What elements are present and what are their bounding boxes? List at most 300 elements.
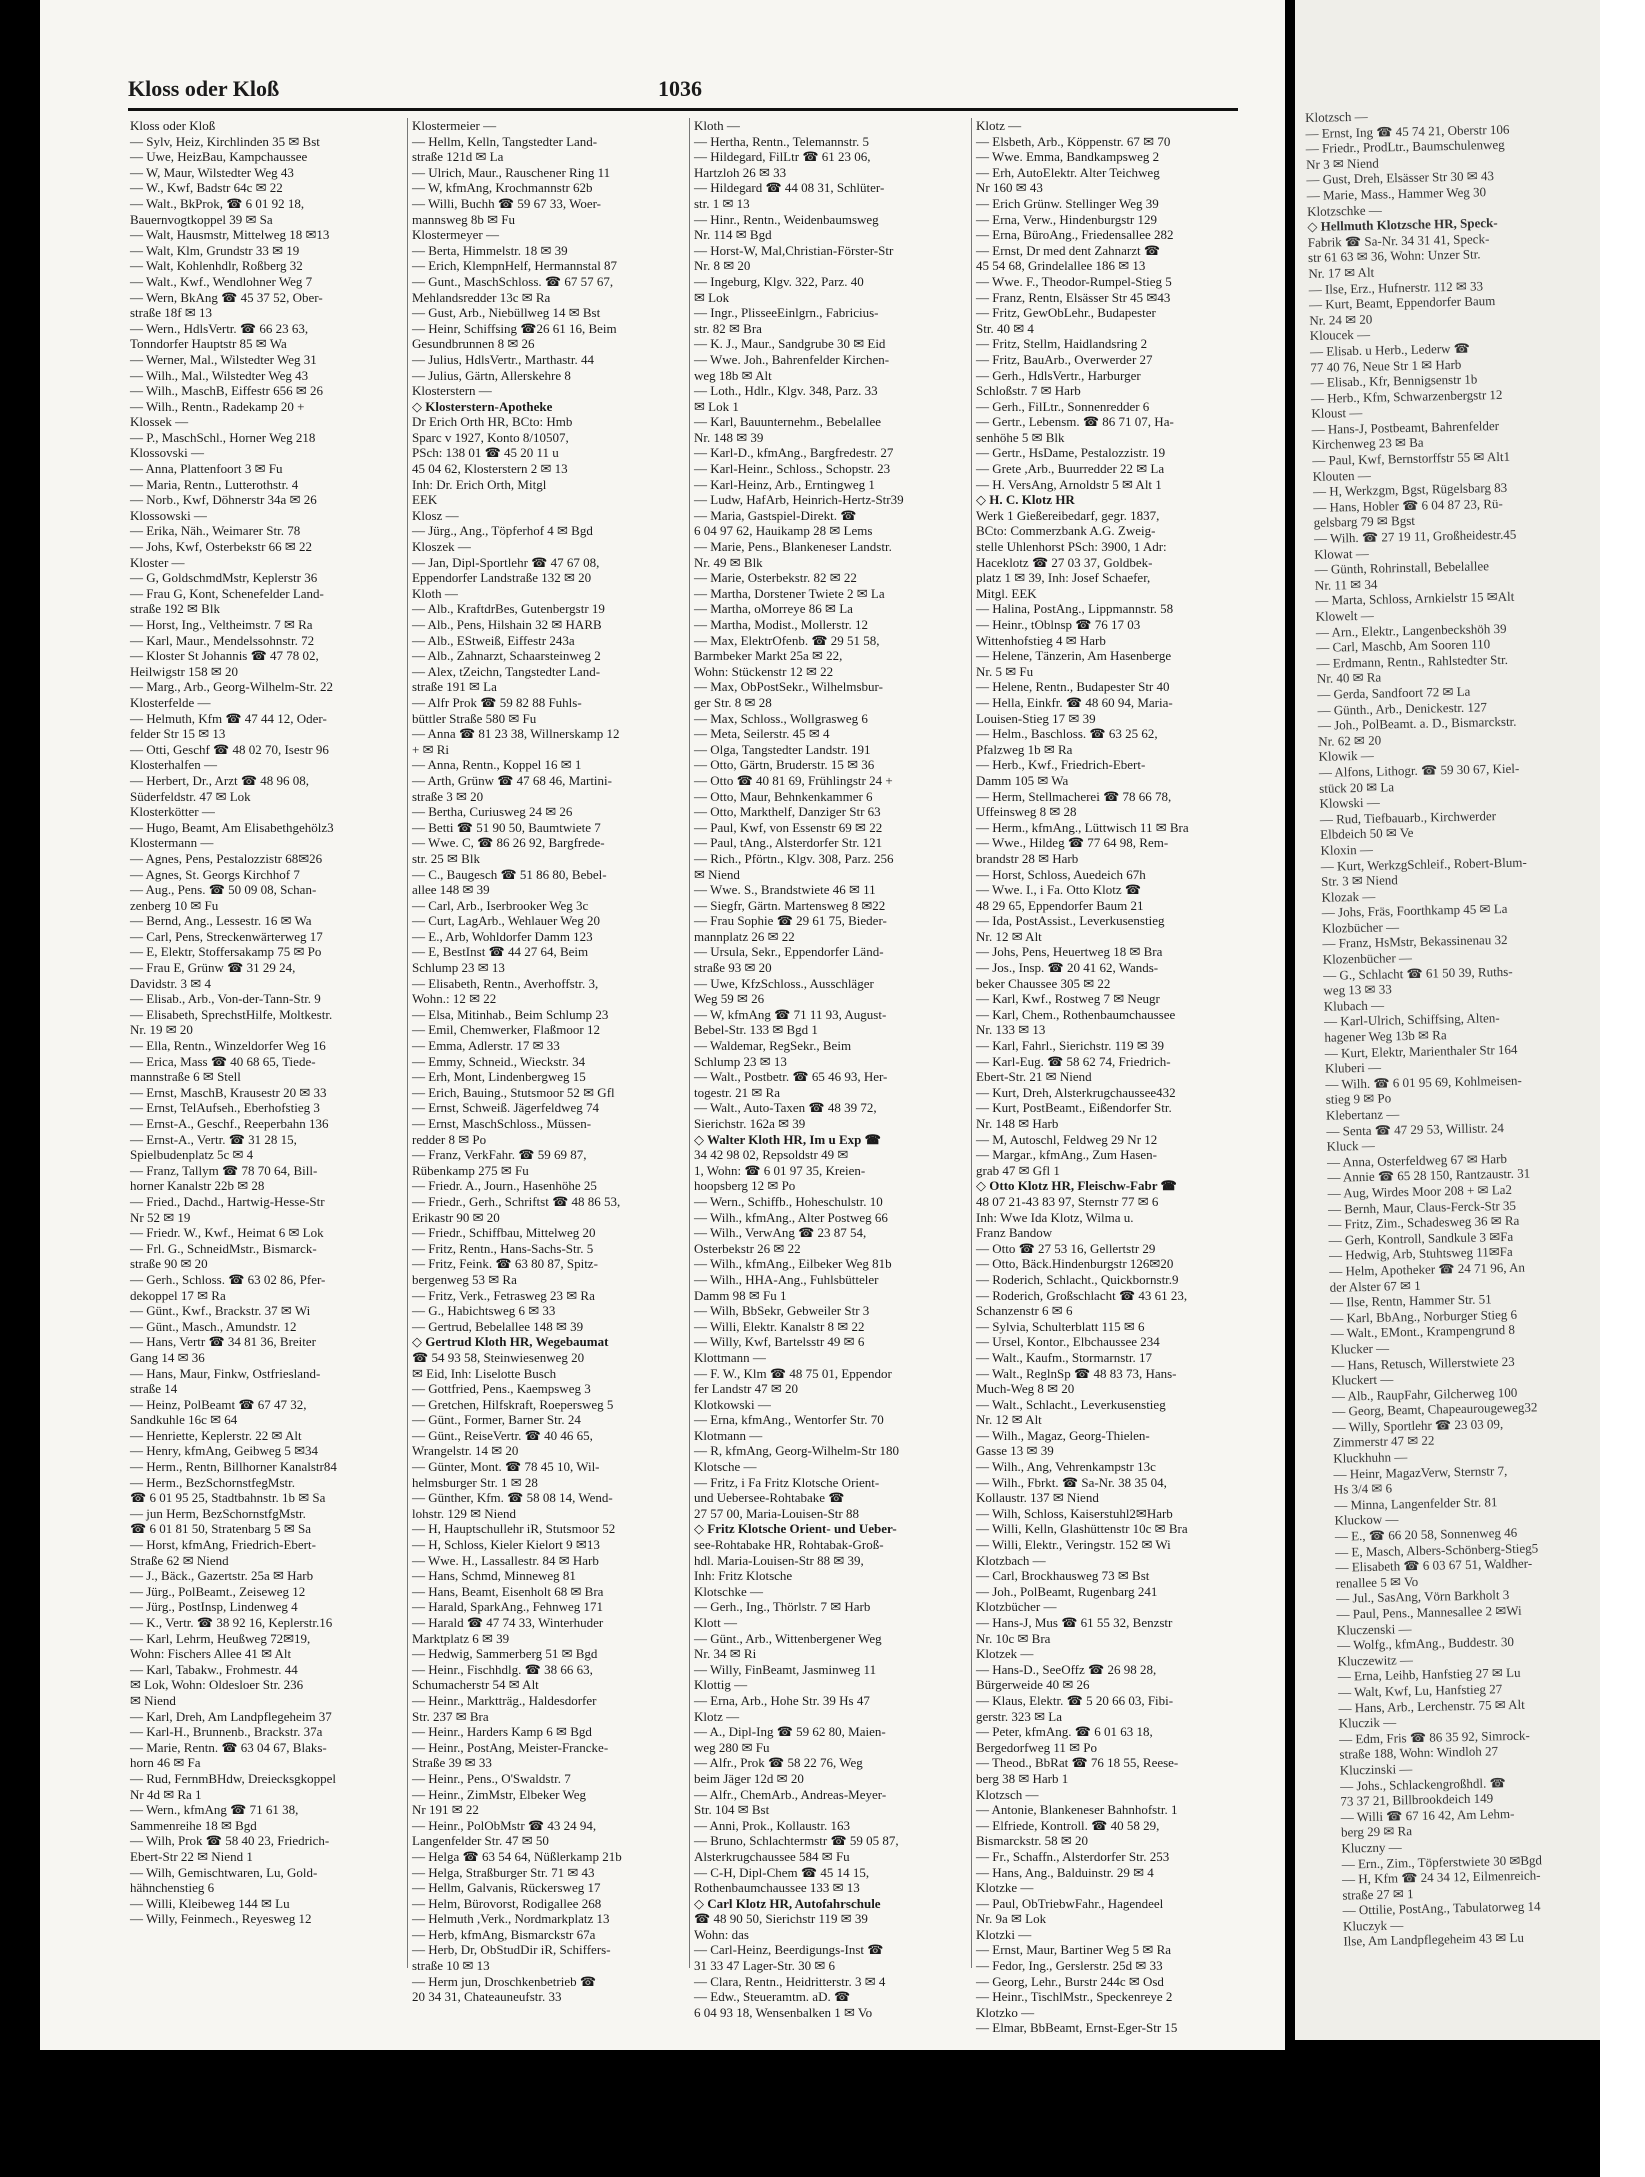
directory-line: Str. 40 ✉ 4 <box>976 320 1034 336</box>
directory-line: — Fritz, GewObLehr., Budapester <box>976 305 1156 321</box>
directory-line: Damm 105 ✉ Wa <box>976 772 1069 788</box>
directory-line: Str. 3 ✉ Niend <box>1321 872 1398 889</box>
directory-line: — P., MaschSchl., Horner Weg 218 <box>130 429 316 445</box>
directory-line: Bürgerweide 40 ✉ 26 <box>976 1677 1090 1693</box>
directory-line: — Erich, KlempnHelf, Hermannstal 87 <box>412 258 618 274</box>
directory-line: Klotzsch — <box>1305 108 1368 125</box>
directory-line: 48 07 21-43 83 97, Sternstr 77 ✉ 6 <box>976 1193 1159 1209</box>
directory-line: 6 04 97 62, Hauikamp 28 ✉ Lems <box>694 523 873 539</box>
directory-line: — Wwe., Hildeg ☎ 77 64 98, Rem- <box>976 835 1169 851</box>
directory-line: Wittenhofstieg 4 ✉ Harb <box>976 632 1106 648</box>
directory-line: dekoppel 17 ✉ Ra <box>130 1287 226 1303</box>
directory-line: gerstr. 323 ✉ La <box>976 1708 1062 1724</box>
directory-line: — Horst, Ing., Veltheimstr. 7 ✉ Ra <box>130 617 313 632</box>
directory-line: Mitgl. EEK <box>976 585 1037 601</box>
directory-line: — Frau E, Grünw ☎ 31 29 24, <box>130 960 296 976</box>
directory-line: straße 18f ✉ 13 <box>130 305 213 321</box>
directory-line: Erikastr 90 ✉ 20 <box>412 1209 500 1225</box>
directory-line: — Wern., HdlsVertr. ☎ 66 23 63, <box>130 320 309 336</box>
directory-line: — Edw., Steueramtm. aD. ☎ <box>694 1989 851 2005</box>
directory-line: — Ern., Zim., Töpferstwiete 30 ✉Bgd <box>1341 1851 1543 1872</box>
directory-line: Kluczyk — <box>1342 1917 1404 1934</box>
directory-line: grab 47 ✉ Gfl 1 <box>976 1162 1060 1178</box>
directory-line: — Carl, Pens, Streckenwärterweg 17 <box>130 928 323 944</box>
directory-line: — Johs., Schlackengroßhdl. ☎ <box>1339 1774 1506 1794</box>
directory-line: — Herm., BezSchornstfegMstr. <box>130 1474 296 1490</box>
directory-line: — Marie, Rentn. ☎ 63 04 67, Blaks- <box>130 1739 327 1755</box>
directory-line: — Siegfr, Gärtn. Martensweg 8 ✉22 <box>694 897 886 913</box>
directory-line: Kloxin — <box>1320 841 1374 858</box>
directory-line: Wohn: Fischers Allee 41 ✉ Alt <box>130 1646 292 1662</box>
directory-line: — Ernst, MaschB, Krausestr 20 ✉ 33 <box>130 1084 327 1100</box>
directory-line: — Ida, PostAssist., Leverkusenstieg <box>976 913 1165 929</box>
directory-line: — Alb., Zahnarzt, Schaarsteinweg 2 <box>412 648 601 664</box>
directory-line: Klott — <box>694 1615 737 1630</box>
directory-line: Louisen-Stieg 17 ✉ 39 <box>976 710 1096 726</box>
directory-line: — Carl, Maschb, Am Sooren 110 <box>1316 636 1491 656</box>
directory-line: stieg 9 ✉ Po <box>1325 1090 1392 1108</box>
directory-line: Dr Erich Orth HR, BCto: Hmb <box>412 414 573 430</box>
directory-line: — Heinr., ZimMstr, Elbeker Weg <box>412 1786 587 1802</box>
directory-line: — Hella, Einkfr. ☎ 48 60 94, Maria- <box>976 694 1173 710</box>
directory-line: — Karl-Heinz, Arb., Erntingweg 1 <box>694 476 875 492</box>
directory-line: Nr. 62 ✉ 20 <box>1318 732 1382 749</box>
directory-line: Kloust — <box>1311 405 1363 422</box>
directory-line: Uffeinsweg 8 ✉ 28 <box>976 804 1077 820</box>
directory-line: — Julius, Gärtn, Allerskehre 8 <box>412 367 571 383</box>
directory-line: Eppendorfer Landstraße 132 ✉ 20 <box>412 570 592 586</box>
page-header <box>128 72 1238 102</box>
directory-line: — Fritz, Rentn., Hans-Sachs-Str. 5 <box>412 1240 594 1256</box>
directory-line: — Franz, Tallym ☎ 78 70 64, Bill- <box>130 1162 318 1178</box>
directory-line: — Heinr., Pens., O'Swaldstr. 7 <box>412 1770 571 1786</box>
directory-line: — Friedr. W., Kwf., Heimat 6 ✉ Lok <box>130 1225 324 1241</box>
directory-line: — Rich., Pförtn., Klgv. 308, Parz. 256 <box>694 850 894 866</box>
directory-line: — Otti, Geschf ☎ 48 02 70, Isestr 96 <box>130 741 329 757</box>
directory-line: Nr. 34 ✉ Ri <box>694 1646 757 1662</box>
directory-line: — Walt, Kwf, Lu, Hanfstieg 27 <box>1337 1681 1503 1700</box>
directory-line: — Otto, Bäck.Hindenburgstr 126✉20 <box>976 1256 1174 1272</box>
directory-line: — Grete ,Arb., Buurredder 22 ✉ La <box>976 461 1165 477</box>
directory-line: Schlump 23 ✉ 13 <box>412 960 505 976</box>
directory-line: — Wilh. ☎ 27 19 11, Großheidestr.45 <box>1313 526 1517 546</box>
directory-line: — J., Bäck., Gazertstr. 25a ✉ Harb <box>130 1568 314 1584</box>
directory-line: — Fritz, BauArb., Overwerder 27 <box>976 351 1153 367</box>
directory-line: Sierichstr. 162a ✉ 39 <box>694 1116 806 1131</box>
directory-line: — Walt., EMont., Krampengrund 8 <box>1330 1322 1516 1342</box>
directory-line: — Karl, Lehrm, Heußweg 72✉19, <box>130 1630 311 1646</box>
directory-line: stelle Uhlenhorst PSch: 3900, 1 Adr: <box>976 539 1167 555</box>
directory-line: — Walt., Schlacht., Leverkusenstieg <box>976 1396 1166 1412</box>
directory-line: — W., Kwf, Badstr 64c ✉ 22 <box>130 180 283 196</box>
directory-line: weg 280 ✉ Fu <box>694 1739 770 1755</box>
directory-line: — Anna, Rentn., Koppel 16 ✉ 1 <box>412 757 582 773</box>
directory-line: — Klaus, Elektr. ☎ 5 20 66 03, Fibi- <box>976 1692 1174 1708</box>
directory-line: — Karl, Bauunternehm., Bebelallee <box>694 414 881 430</box>
directory-line: Nr. 9a ✉ Lok <box>976 1911 1047 1927</box>
directory-line: — Friedr., Schiffbau, Mittelweg 20 <box>412 1225 596 1241</box>
directory-line: — Hedwig, Arb, Stuhtsweg 11✉Fa <box>1328 1244 1513 1264</box>
directory-line: der Alster 67 ✉ 1 <box>1329 1277 1421 1295</box>
directory-line: — Wilh., VerwAng ☎ 23 87 54, <box>694 1225 867 1241</box>
directory-line: — Alb., KraftdrBes, Gutenbergstr 19 <box>412 601 605 617</box>
directory-line: mannplatz 26 ✉ 22 <box>694 928 795 944</box>
directory-line: brandstr 28 ✉ Harb <box>976 850 1079 866</box>
directory-line: — Otto, Gärtn, Bruderstr. 15 ✉ 36 <box>694 757 875 773</box>
directory-line: Spielbudenplatz 5c ✉ 4 <box>130 1147 254 1163</box>
directory-line: — Hellm, Galvanis, Rückersweg 17 <box>412 1880 601 1896</box>
directory-line: — Jürg., Ang., Töpferhof 4 ✉ Bgd <box>412 523 593 539</box>
directory-line: — Fritz, Verk., Fetrasweg 23 ✉ Ra <box>412 1287 595 1303</box>
directory-line: — Carl-Heinz, Beerdigungs-Inst ☎ <box>694 1942 884 1958</box>
directory-line: — Hans-J, Mus ☎ 61 55 32, Benzstr <box>976 1615 1173 1630</box>
directory-line: — Alex, tZeichn, Tangstedter Land- <box>412 663 601 679</box>
directory-line: Kloster — <box>130 554 185 570</box>
directory-line: — Fried., Dachd., Hartwig-Hesse-Str <box>130 1193 325 1209</box>
directory-line: hagener Weg 13b ✉ Ra <box>1324 1027 1447 1045</box>
directory-line: straße 191 ✉ La <box>412 679 497 695</box>
directory-line: — Ernst, Schweiß. Jägerfeldweg 74 <box>412 1100 600 1116</box>
directory-line: — Wilh., HHA-Ang., Fuhlsbütteler <box>694 1271 879 1287</box>
directory-line: berg 29 ✉ Ra <box>1340 1823 1413 1840</box>
directory-line: — Ingr., PlisseeEinlgrn., Fabricius- <box>694 305 879 321</box>
directory-line: Heilwigstr 158 ✉ 20 <box>130 663 239 679</box>
directory-line: — Paul, Kwf, Bernstorffstr 55 ✉ Alt1 <box>1312 448 1511 468</box>
directory-line: Klossek — <box>130 414 189 430</box>
directory-line: — Wilh., Mal., Wilstedter Weg 43 <box>130 367 309 383</box>
directory-line: — Herm jun, Droschkenbetrieb ☎ <box>412 1973 597 1989</box>
directory-line: — K. J., Maur., Sandgrube 30 ✉ Eid <box>694 336 886 352</box>
directory-line: — Joh., PolBeamt. a. D., Bismarckstr. <box>1317 713 1517 734</box>
directory-line: str. 1 ✉ 13 <box>694 195 750 211</box>
directory-line: togestr. 21 ✉ Ra <box>694 1084 780 1100</box>
directory-line: straße 121d ✉ La <box>412 149 504 165</box>
directory-line: — Otto, Markthelf, Danziger Str 63 <box>694 804 881 820</box>
directory-line: stück 20 ✉ La <box>1319 778 1395 796</box>
directory-line: Nr. 10c ✉ Bra <box>976 1630 1051 1646</box>
directory-line: — Kurt, WerkzgSchleif., Robert-Blum- <box>1320 854 1527 874</box>
directory-line: Fabrik ☎ Sa-Nr. 34 31 41, Speck- <box>1307 230 1490 250</box>
directory-line: Straße 62 ✉ Niend <box>130 1552 229 1568</box>
directory-line: — Otto ☎ 40 81 69, Frühlingstr 24 + <box>694 772 893 788</box>
directory-line: — Henriette, Keplerstr. 22 ✉ Alt <box>130 1427 302 1443</box>
directory-line: bergenweg 53 ✉ Ra <box>412 1271 517 1287</box>
directory-line: — Herbert, Dr., Arzt ☎ 48 96 08, <box>130 772 310 788</box>
directory-line: — Hans, Ang., Balduinstr. 29 ✉ 4 <box>976 1864 1154 1880</box>
directory-line: — Franz, VerkFahr. ☎ 59 69 87, <box>412 1147 587 1163</box>
directory-line: — F. W., Klm ☎ 48 75 01, Eppendor <box>694 1365 892 1381</box>
directory-line: — Herm., Rentn, Billhorner Kanalstr84 <box>130 1459 337 1475</box>
directory-line: senhöhe 5 ✉ Blk <box>976 429 1065 445</box>
directory-line: — Franz, Rentn, Elsässer Str 45 ✉43 <box>976 289 1171 305</box>
directory-line: — Ernst, Dr med dent Zahnarzt ☎ <box>976 242 1161 258</box>
directory-line: — Wwe. I., i Fa. Otto Klotz ☎ <box>976 882 1142 898</box>
directory-line: — Alb., Pens, Hilshain 32 ✉ HARB <box>412 617 602 632</box>
directory-line: — Willi ☎ 67 16 42, Am Lehm- <box>1340 1805 1515 1825</box>
column-2 <box>412 118 690 2005</box>
directory-line: Klotzbach — <box>976 1552 1046 1568</box>
directory-line: Kluckert — <box>1331 1371 1394 1388</box>
directory-line: Klossovski — <box>130 445 205 461</box>
directory-line: — H, Kfm ☎ 24 34 12, Eilmenreich- <box>1341 1867 1541 1887</box>
directory-line: Klotz — <box>976 118 1022 133</box>
directory-line: weg 18b ✉ Alt <box>694 367 772 383</box>
directory-line: Straße 39 ✉ 33 <box>412 1755 492 1771</box>
directory-line: straße 3 ✉ 20 <box>412 788 484 804</box>
directory-line: Klossowski — <box>130 507 207 523</box>
directory-line: str. 25 ✉ Blk <box>412 850 480 866</box>
directory-line: Gang 14 ✉ 36 <box>130 1349 205 1365</box>
directory-line: — Meta, Seilerstr. 45 ✉ 4 <box>694 726 830 742</box>
directory-line: — Günt., Masch., Amundstr. 12 <box>130 1318 297 1334</box>
directory-line: — Hellm, Kelln, Tangstedter Land- <box>412 133 598 149</box>
directory-line: — Karl-Heinr., Schloss., Schopstr. 23 <box>694 461 891 477</box>
directory-line: — Martha, Modist., Mollerstr. 12 <box>694 617 869 632</box>
directory-line: — Willy, Sportlehr ☎ 23 03 09, <box>1332 1416 1504 1435</box>
directory-line: straße 10 ✉ 13 <box>412 1958 490 1974</box>
directory-line: — Wilh., kfmAng., Alter Postweg 66 <box>694 1209 888 1225</box>
directory-line: ☎ 54 93 58, Steinwiesenweg 20 <box>412 1349 585 1365</box>
directory-line: — Ernst, Ing ☎ 45 74 21, Oberstr 106 <box>1305 121 1510 141</box>
directory-line: ☎ 6 01 95 25, Stadtbahnstr. 1b ✉ Sa <box>130 1490 326 1506</box>
directory-line: — Heinz, PolBeamt ☎ 67 47 32, <box>130 1396 307 1412</box>
directory-line: — Maria, Gastspiel-Direkt. ☎ <box>694 507 857 523</box>
directory-line: Wohn: Stückenstr 12 ✉ 22 <box>694 663 834 679</box>
directory-line: — G, GoldschmdMstr, Keplerstr 36 <box>130 570 318 586</box>
directory-line: — W, Maur, Wilstedter Weg 43 <box>130 164 294 180</box>
directory-line: — Jürg., PolBeamt., Zeiseweg 12 <box>130 1583 306 1599</box>
directory-line: — G., Habichtsweg 6 ✉ 33 <box>412 1303 556 1319</box>
directory-line: Nr 4d ✉ Ra 1 <box>130 1786 202 1802</box>
directory-line: Nr. 11 ✉ 34 <box>1314 576 1378 593</box>
directory-line: — Hugo, Beamt, Am Elisabethgehölz3 <box>130 819 334 835</box>
directory-line: — W, kfmAng, Krochmannstr 62b <box>412 180 593 196</box>
directory-line: — Walt., Postbetr. ☎ 65 46 93, Her- <box>694 1069 888 1085</box>
directory-line: — Ella, Rentn., Winzeldorfer Weg 16 <box>130 1038 326 1054</box>
directory-line: Klowat — <box>1314 545 1369 562</box>
directory-line: — Willi, Buchh ☎ 59 67 33, Woer- <box>412 195 602 211</box>
directory-line: — G., Schlacht ☎ 61 50 39, Ruths- <box>1322 963 1513 983</box>
directory-line: — Wilh. ☎ 6 01 95 69, Kohlmeisen- <box>1325 1072 1522 1092</box>
directory-line: — Wwe. Emma, Bandkampsweg 2 <box>976 149 1160 165</box>
directory-line: Nr. 133 ✉ 13 <box>976 1022 1046 1038</box>
directory-line: — Karl, Maur., Mendelssohnstr. 72 <box>130 632 315 648</box>
directory-line: — Wilh., Rentn., Radekamp 20 + <box>130 398 305 414</box>
directory-line: — Günth, Rohrinstall, Bebelallee <box>1314 558 1490 578</box>
directory-line: Bismarckstr. 58 ✉ 20 <box>976 1833 1088 1849</box>
directory-line: — Heinr, Schiffsing ☎26 61 16, Beim <box>412 320 617 336</box>
directory-line: — Helga, Straßburger Str. 71 ✉ 43 <box>412 1864 595 1880</box>
directory-line: 48 29 65, Eppendorfer Baum 21 <box>976 897 1144 913</box>
directory-line: — Emmy, Schneid., Wieckstr. 34 <box>412 1053 586 1069</box>
directory-line: — Elisab., Arb., Von-der-Tann-Str. 9 <box>130 991 321 1007</box>
directory-line: Nr. 114 ✉ Bgd <box>694 227 772 243</box>
directory-line: Inh: Dr. Erich Orth, Mitgl <box>412 476 547 492</box>
directory-line: — Aug., Pens. ☎ 50 09 08, Schan- <box>130 882 317 898</box>
directory-line: — Anna ☎ 81 23 38, Willnerskamp 12 <box>412 726 620 742</box>
directory-line: weg 13 ✉ 33 <box>1323 981 1392 999</box>
directory-line: Klosterhalfen — <box>130 757 218 773</box>
directory-line: ◇ Klosterstern-Apotheke <box>412 398 553 414</box>
directory-line: — Gust, Dreh, Elsässer Str 30 ✉ 43 <box>1306 168 1495 188</box>
directory-line: — Erich, Bauing., Stutsmoor 52 ✉ Gfl <box>412 1084 615 1100</box>
directory-line: 20 34 31, Chateauneufstr. 33 <box>412 1989 562 2005</box>
directory-line: — Heinr., Harders Kamp 6 ✉ Bgd <box>412 1724 592 1740</box>
directory-line: Kluberi — <box>1324 1059 1382 1077</box>
directory-line: Klottig — <box>694 1677 748 1693</box>
directory-line: — K., Vertr. ☎ 38 92 16, Keplerstr.16 <box>130 1615 333 1630</box>
directory-line: fer Landstr 47 ✉ 20 <box>694 1381 799 1397</box>
directory-line: — Gertr., Lebensm. ☎ 86 71 07, Ha- <box>976 414 1174 430</box>
directory-line: Osterbekstr 26 ✉ 22 <box>694 1240 801 1256</box>
directory-line: — Hans, Schmd, Minneweg 81 <box>412 1568 576 1584</box>
directory-line: — Gertr., HsDame, Pestalozzistr. 19 <box>976 445 1166 461</box>
directory-line: — Harald ☎ 47 74 33, Winterhuder <box>412 1615 604 1630</box>
directory-line: EEK <box>412 492 438 508</box>
directory-line: — Hans, Beamt, Eisenholt 68 ✉ Bra <box>412 1583 604 1599</box>
directory-line: — Gerh., FilLtr., Sonnenredder 6 <box>976 398 1150 414</box>
directory-line: — Fr., Schaffn., Alsterdorfer Str. 253 <box>976 1848 1170 1864</box>
directory-line: — Willi, Elektr., Veringstr. 152 ✉ Wi <box>976 1537 1171 1553</box>
directory-line: redder 8 ✉ Po <box>412 1131 487 1147</box>
directory-line: 45 04 62, Klosterstern 2 ✉ 13 <box>412 461 568 477</box>
directory-line: — Jul., SasAng, Vörn Barkholt 3 <box>1336 1587 1510 1607</box>
directory-line: — Maria, Rentn., Lutterothstr. 4 <box>130 476 299 492</box>
directory-line: Kloucek — <box>1309 327 1371 344</box>
directory-line: Nr. 5 ✉ Fu <box>976 663 1034 679</box>
column-3 <box>694 118 972 2020</box>
directory-line: hdl. Maria-Louisen-Str 88 ✉ 39, <box>694 1552 864 1568</box>
directory-line: Bauernvogtkoppel 39 ✉ Sa <box>130 211 273 227</box>
directory-line: — Frau G, Kont, Schenefelder Land- <box>130 585 324 601</box>
directory-line: Sammenreihe 18 ✉ Bgd <box>130 1817 257 1833</box>
directory-line: platz 1 ✉ 39, Inh: Josef Schaefer, <box>976 570 1151 586</box>
directory-line: Kluczik — <box>1338 1714 1397 1731</box>
directory-line: Klebertanz — <box>1325 1106 1400 1123</box>
directory-line: — Fritz, Zim., Schadesweg 36 ✉ Ra <box>1328 1212 1520 1232</box>
directory-line: — Wilh., MaschB, Eiffestr 656 ✉ 26 <box>130 383 323 399</box>
directory-line: Nr. 40 ✉ Ra <box>1316 669 1382 687</box>
directory-line: Klosterstern — <box>412 383 492 399</box>
directory-line: — Wolfg., kfmAng., Buddestr. 30 <box>1337 1634 1515 1653</box>
directory-line: Davidstr. 3 ✉ 4 <box>130 975 211 991</box>
directory-line: — Walt, Kohlenhdlr, Roßberg 32 <box>130 258 303 274</box>
directory-line: horn 46 ✉ Fa <box>130 1755 201 1771</box>
directory-line: — Marg., Arb., Georg-Wilhelm-Str. 22 <box>130 679 334 695</box>
directory-line: — Heinr., PostAng, Meister-Francke- <box>412 1739 609 1755</box>
directory-line: — Hans, Arb., Lerchenstr. 75 ✉ Alt <box>1338 1696 1525 1716</box>
directory-line: — Herb, Dr, ObStudDir iR, Schiffers- <box>412 1942 611 1958</box>
directory-line: — H. VersAng, Arnoldstr 5 ✉ Alt 1 <box>976 476 1162 492</box>
directory-line: Klosterkötter — <box>130 804 215 820</box>
directory-line: ◇ H. C. Klotz HR <box>976 492 1075 508</box>
directory-line: ◇ Gertrud Kloth HR, Wegebaumat <box>412 1334 609 1350</box>
directory-line: Hs 3/4 ✉ 6 <box>1333 1480 1393 1497</box>
directory-line: — Hertha, Rentn., Telemannstr. 5 <box>694 133 870 149</box>
directory-line: — Antonie, Blankeneser Bahnhofstr. 1 <box>976 1802 1178 1818</box>
directory-line: — Emil, Chemwerker, Flaßmoor 12 <box>412 1022 600 1038</box>
directory-line: — Elsbeth, Arb., Köppenstr. 67 ✉ 70 <box>976 133 1171 149</box>
directory-line: — Waldemar, RegSekr., Beim <box>694 1038 852 1054</box>
directory-line: BCto: Commerzbank A.G. Zweig- <box>976 523 1156 539</box>
directory-line: — Wern., kfmAng ☎ 71 61 38, <box>130 1802 299 1818</box>
directory-line: Sparc v 1927, Konto 8/10507, <box>412 429 569 445</box>
directory-line: 73 37 21, Billbrookdeich 149 <box>1340 1790 1494 1809</box>
directory-line: Klowik — <box>1318 748 1374 765</box>
directory-line: beim Jäger 12d ✉ 20 <box>694 1770 804 1786</box>
directory-line: — Hildegard ☎ 44 08 31, Schlüter- <box>694 180 885 196</box>
directory-line: Nr. 49 ✉ Blk <box>694 554 763 570</box>
directory-line: — Aug, Wirdes Moor 208 + ✉ La2 <box>1327 1181 1513 1201</box>
directory-line: — Elisab. u Herb., Lederw ☎ <box>1309 340 1471 359</box>
directory-line: — Jürg., PostInsp, Lindenweg 4 <box>130 1599 298 1615</box>
directory-line: — Herb, kfmAng, Bismarckstr 67a <box>412 1926 596 1942</box>
directory-line: 6 04 93 18, Wensenbalken 1 ✉ Vo <box>694 2004 873 2020</box>
directory-line: — Herm., kfmAng., Lüttwisch 11 ✉ Bra <box>976 819 1189 835</box>
directory-line: — Heinr., Fischhdlg. ☎ 38 66 63, <box>412 1661 593 1677</box>
directory-line: — Ilse, Erz., Hufnerstr. 112 ✉ 33 <box>1308 277 1484 297</box>
directory-line: straße 14 <box>130 1381 178 1397</box>
directory-line: — M, Autoschl, Feldweg 29 Nr 12 <box>976 1131 1158 1147</box>
directory-line: — Heinr., Marktträg., Haldesdorfer <box>412 1692 597 1708</box>
directory-line: Schloßstr. 7 ✉ Harb <box>976 383 1081 399</box>
directory-line: Ilse, Am Landpflegeheim 43 ✉ Lu <box>1343 1930 1525 1950</box>
directory-line: — Friedr. A., Journ., Hasenhöhe 25 <box>412 1178 597 1194</box>
directory-line: Nr. 8 ✉ 20 <box>694 258 751 274</box>
column-4 <box>976 118 1254 2036</box>
directory-line: — Gottfried, Pens., Kaempsweg 3 <box>412 1381 591 1397</box>
directory-line: — Uwe, HeizBau, Kampchaussee <box>130 149 308 165</box>
directory-line: Klostermeier — <box>412 118 497 133</box>
directory-line: 77 40 76, Neue Str 1 ✉ Harb <box>1310 356 1462 375</box>
directory-line: — Ernst, TelAufseh., Eberhofstieg 3 <box>130 1100 320 1116</box>
column-1 <box>130 118 408 1978</box>
directory-line: straße 93 ✉ 20 <box>694 960 772 976</box>
directory-line: ✉ Lok <box>694 289 730 305</box>
directory-line: straße 192 ✉ Blk <box>130 601 220 617</box>
directory-line: — Alb., RaupFahr, Gilcherweg 100 <box>1331 1384 1518 1404</box>
directory-line: Nr. 17 ✉ Alt <box>1308 264 1375 281</box>
directory-line: Klotz — <box>694 1708 740 1724</box>
directory-line: — Ernst, MaschSchloss., Müssen- <box>412 1116 592 1131</box>
directory-line: — Karl, Chem., Rothenbaumchaussee <box>976 1006 1176 1022</box>
directory-line: und Uebersee-Rohtabake ☎ <box>694 1490 845 1506</box>
directory-line: — Joh., PolBeamt, Rugenbarg 241 <box>976 1583 1158 1599</box>
directory-line: — Curt, LagArb., Wehlauer Weg 20 <box>412 913 601 929</box>
directory-line: — Halina, PostAng., Lippmannstr. 58 <box>976 601 1174 617</box>
directory-line: — Otto, Maur, Behnkenkammer 6 <box>694 788 873 804</box>
directory-line: Nr. 148 ✉ 39 <box>694 429 764 445</box>
directory-line: — Wern., Schiffb., Hoheschulstr. 10 <box>694 1193 883 1209</box>
directory-line: — Helga ☎ 63 54 64, Nüßlerkamp 21b <box>412 1848 622 1864</box>
directory-line: Klozenbücher — <box>1322 950 1413 967</box>
directory-line: Klozak — <box>1321 888 1376 905</box>
directory-line: — Ursel, Kontor., Elbchaussee 234 <box>976 1334 1160 1350</box>
directory-line: Kluckow — <box>1334 1511 1399 1529</box>
directory-line: — Günt., Kwf., Brackstr. 37 ✉ Wi <box>130 1303 311 1319</box>
directory-line: Schumacherstr 54 ✉ Alt <box>412 1677 539 1693</box>
directory-line: ◇ Walter Kloth HR, Im u Exp ☎ <box>694 1131 881 1147</box>
directory-line: — Horst-W, Mal,Christian-Förster-Str <box>694 242 894 258</box>
directory-line: — Erna, Verw., Hindenburgstr 129 <box>976 211 1158 227</box>
directory-line: str 61 63 ✉ 36, Wohn: Unzer Str. <box>1307 246 1481 266</box>
directory-line: — Roderich, Schlacht., Quickbornstr.9 <box>976 1271 1179 1287</box>
directory-line: — E, Masch, Albers-Schönberg-Stieg5 <box>1335 1540 1539 1560</box>
directory-line: lohstr. 129 ✉ Niend <box>412 1505 517 1521</box>
directory-line: — Werner, Mal., Wilstedter Weg 31 <box>130 351 317 367</box>
directory-line: — Carl, Brockhausweg 73 ✉ Bst <box>976 1568 1150 1584</box>
directory-line: — Franz, HsMstr, Bekassinenau 32 <box>1322 932 1508 952</box>
